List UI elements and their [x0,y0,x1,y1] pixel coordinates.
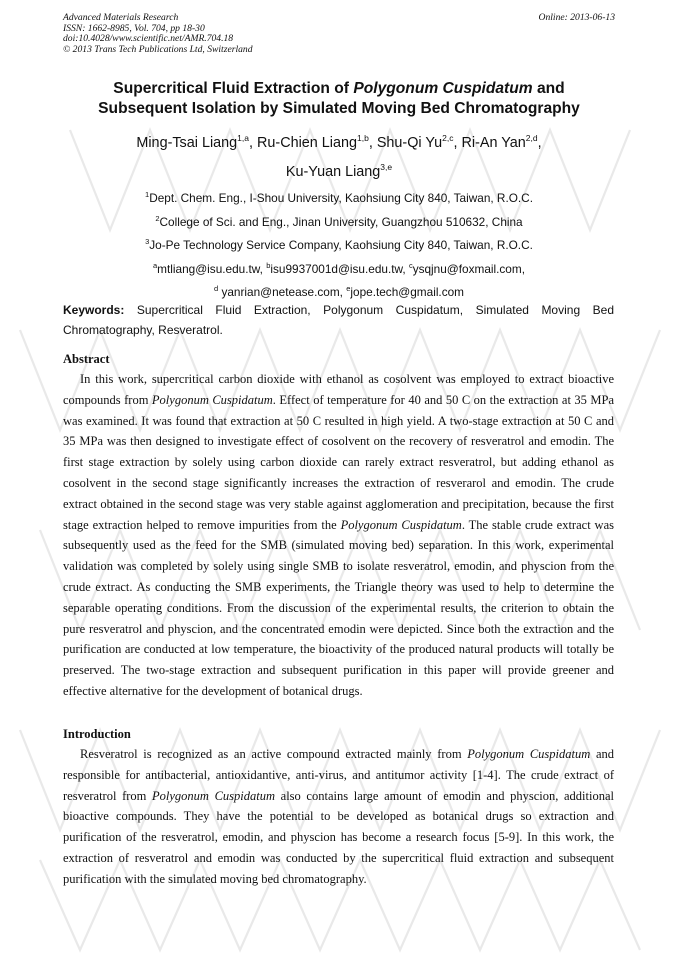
keywords-text: Supercritical Fluid Extraction, Polygonum Cuspidatum, Simulated Moving Bed Chromatography, Resveratrol. [63,303,614,337]
online-date: Online: 2013-06-13 [538,12,615,23]
email-link[interactable]: jope.tech@gmail.com [350,285,464,299]
journal-issn: ISSN: 1662-8985, Vol. 704, pp 18-30 [63,22,205,34]
email-link[interactable]: yanrian@netease.com, [218,285,347,299]
affiliation-list [40,185,638,303]
affiliation: $^2$College of Sci. and Eng., Jinan University, Guangzhou 510632, China [155,213,523,229]
email-link[interactable]: mtliang@isu.edu.tw, [157,261,267,276]
author: Ri-An Yan$^{2,d}$, [461,133,542,151]
author: Ru-Chien Liang$^{1,b}$, [257,133,377,151]
title-text: and [532,80,565,97]
affiliation: $^3$Jo-Pe Technology Service Company, Kaohsiung City 840, Taiwan, R.O.C. [145,237,533,252]
journal-doi: doi:10.4028/www.scientific.net/AMR.704.18 [63,33,234,45]
author: Ku-Yuan Liang$^{3,e}$ [285,162,393,180]
title-text: Supercritical Fluid Extraction of [113,80,354,97]
journal-name: Advanced Materials Research [63,12,179,23]
abstract-paragraph: In this work, supercritical carbon dioxide with ethanol as cosolvent was employed to extract bioactive compounds from Polygonum Cuspidatum. Effect of temperature for 40 and 50 C on the extraction at 35 MPa was examined. It was found that extraction at 50 C resulted in high yield. A two-stage extraction at 50 C and 35 MPa was then designed to investigate effect of cosolvent on the recovery of resveratrol and emodin. The first stage extraction by solely using carbon dioxide can rarely extract resveratrol, but adding ethanol as cosolvent in the second stage significantly increases the extraction of resverarol and emodin. The crude extract obtained in the second stage was very stable against agglomeration and precipitation, because the first stage extraction helped to remove impurities from the Polygonum Cuspidatum. The stable crude extract was subsequently used as the feed for the SMB (simulated moving bed) separation. In this work, experimental validation was completed by solely using single SMB to isolate resveratrol, emodin, and physcion from the crude extract. As conducting the SMB experiments, the Triangle theory was used to help to determine the separable operating conditions. From the discussion of the experimental results, the criterion to obtain the pure resveratrol and physcion, and the concentrated emodin were depicted. Since both the extraction and the purification are conducted at low temperature, the bioactivity of the produced natural products will totally be preserved. The two-stage extraction and subsequent purification in this paper will provide greener and effective alternative for the development of botanical drugs. [63,372,615,698]
author: Shu-Qi Yu$^{2,c}$, [376,133,462,151]
email-link[interactable]: isu9937001d@isu.edu.tw, [270,261,409,276]
paper-title [40,79,638,119]
keywords [63,300,614,340]
introduction-heading: Introduction [63,727,131,741]
email-link[interactable]: ysqjnu@foxmail.com, [412,261,525,276]
email-line: $^a$mtliang@isu.edu.tw, $^b$isu9937001d@isu.edu.tw, $^c$ysqjnu@foxmail.com, [153,260,525,276]
author-list [40,126,638,184]
abstract-heading: Abstract [63,352,110,366]
journal-copyright: © 2013 Trans Tech Publications Ltd, Switzerland [63,43,253,55]
introduction-paragraph: Resveratrol is recognized as an active compound extracted mainly from Polygonum Cuspidatum and responsible for antibacterial, antioxidantive, anti-virus, and antitumor activity [1-4]. The crude extract of resveratrol from Polygonum Cuspidatum also contains large amount of emodin and physcion, additional bioactive compounds. They have the potential to be developed as botanical drugs so extraction and purification of the resveratrol, emodin, and physcion has become a research focus [5-9]. In this work, the extraction of resveratrol and emodin was conducted by the supercritical fluid extraction and subsequent purification with the simulated moving bed chromatography. [63,747,614,886]
keywords-label: Keywords: [63,303,125,317]
affiliation: $^1$Dept. Chem. Eng., I-Shou University, Kaohsiung City 840, Taiwan, R.O.C. [145,190,533,205]
journal-header [63,13,615,55]
email-line: $^d$ yanrian@netease.com, $^e$jope.tech@gmail.com [214,284,464,299]
author: Ming-Tsai Liang$^{1,a}$, [136,133,257,151]
title-line-2: Subsequent Isolation by Simulated Moving Bed Chromatography [98,100,580,117]
title-species: Polygonum Cuspidatum [353,80,533,97]
